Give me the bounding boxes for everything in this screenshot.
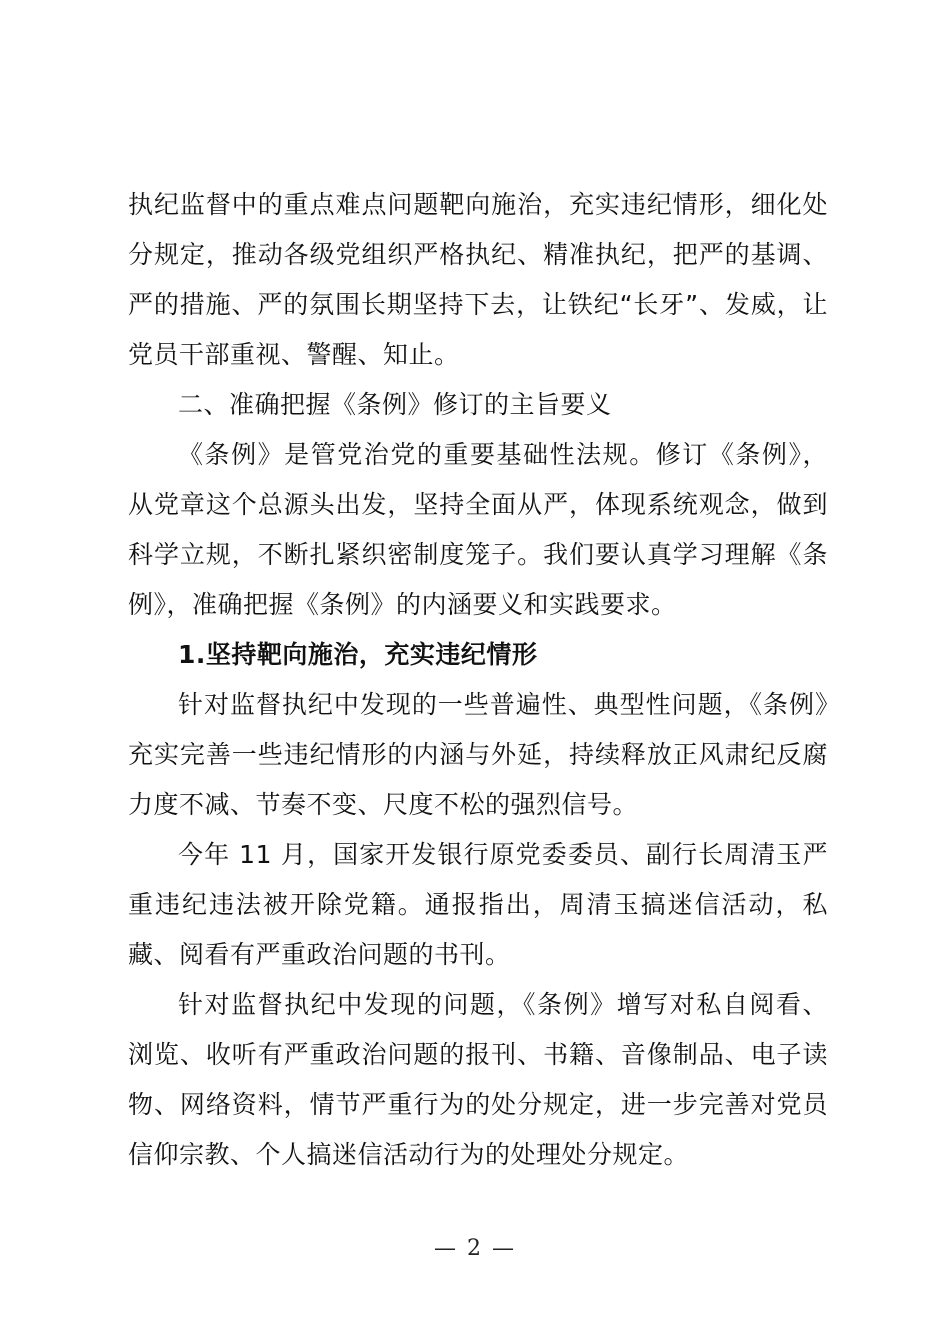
paragraph: 针对监督执纪中发现的问题，《条例》增写对私自阅看、浏览、收听有严重政治问题的报刊、书籍、音像制品、电子读物、网络资料，情节严重行为的处分规定，进一步完善对党员信仰宗教、个人搞迷信活动行为的处理处分规定。 [128, 990, 828, 1169]
paragraph: 《条例》是管党治党的重要基础性法规。修订《条例》，从党章这个总源头出发，坚持全面从严，体现系统观念，做到科学立规，不断扎紧织密制度笼子。我们要认真学习理解《条例》，准确把握《条例》的内涵要义和实践要求。 [128, 440, 828, 619]
subsection-heading: 1.坚持靶向施治，充实违纪情形 [178, 640, 538, 669]
section-heading: 二、准确把握《条例》修订的主旨要义 [178, 390, 612, 419]
page-number: — 2 — [434, 1236, 516, 1261]
paragraph: 今年 11 月，国家开发银行原党委委员、副行长周清玉严重违纪违法被开除党籍。通报指出，周清玉搞迷信活动，私藏、阅看有严重政治问题的书刊。 [128, 840, 828, 969]
document-body [128, 180, 828, 1180]
paragraph-continuation: 执纪监督中的重点难点问题靶向施治，充实违纪情形，细化处分规定，推动各级党组织严格执纪、精准执纪，把严的基调、严的措施、严的氛围长期坚持下去，让铁纪“长牙”、发威，让党员干部重视、警醒、知止。 [128, 190, 828, 369]
paragraph: 针对监督执纪中发现的一些普遍性、典型性问题，《条例》充实完善一些违纪情形的内涵与外延，持续释放正风肃纪反腐力度不减、节奏不变、尺度不松的强烈信号。 [128, 690, 828, 819]
